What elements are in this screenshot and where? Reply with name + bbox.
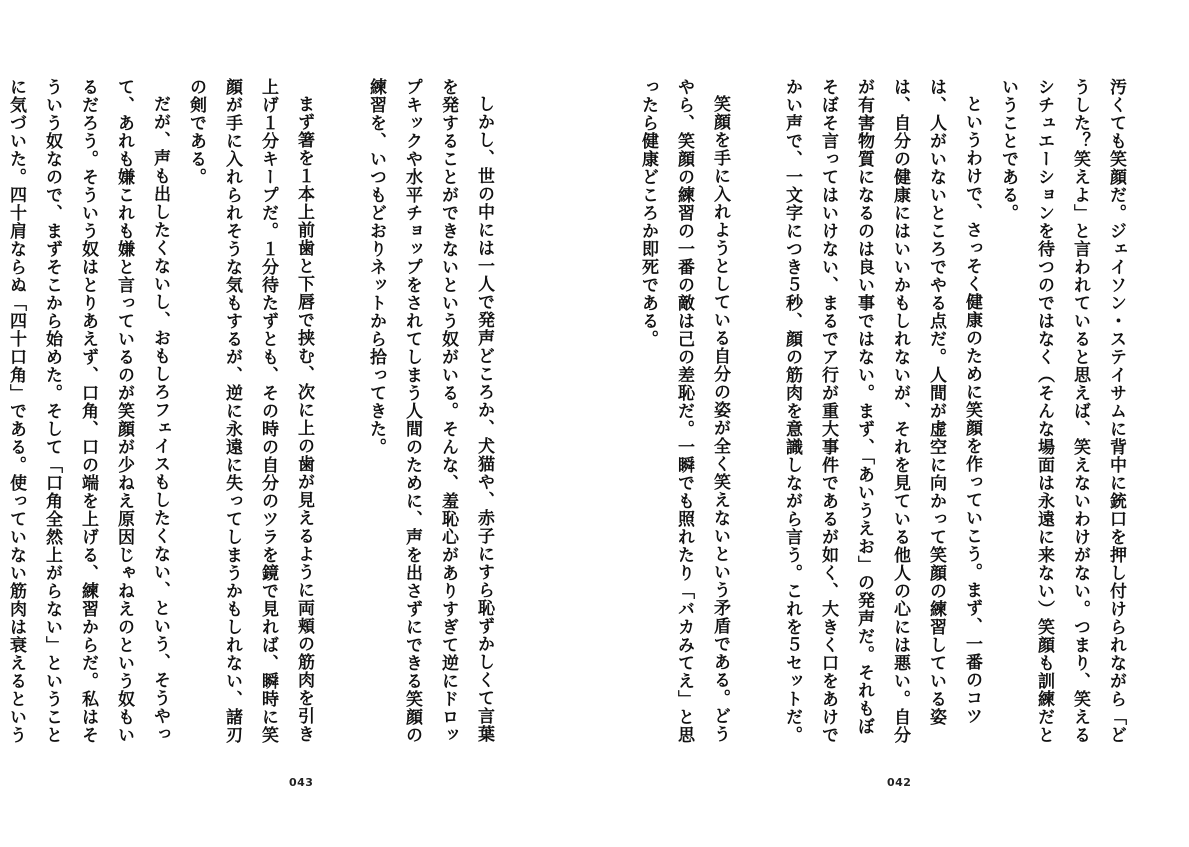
left-page — [0, 0, 594, 847]
paragraph: というわけで、さっそく健康のために笑顔を作っていこう。まず、一番のコツは、人がいないところでやる点だ。人間が虚空に向かって笑顔の練習している姿は、自分の健康にはいいかもしれないが、それを見ている他人の心には悪い。自分が有害物質になるのは良い事ではない。まず、「あいうえお」の発声だ。それもぼそぼそ言ってはいけない、まるでア行が重大事件であるが如く、大きく口をあけでかい声で、一文字につき５秒、顔の筋肉を意識しながら言う。これを５セットだ。 — [782, 78, 982, 744]
right-page-body-text — [638, 78, 1134, 750]
paragraph: しかし、世の中には一人で発声どころか、犬猫や、赤子にすら恥ずかしくて言葉を発することができないという奴がいる。そんな、羞恥心がありすぎて逆にドロップキックや水平チョップをされてしまう人間のために、声を出さずにできる笑顔の練習を、いつもどおりネットから拾ってきた。 — [366, 78, 494, 744]
right-page — [595, 0, 1189, 847]
page-number-right: 042 — [887, 776, 912, 789]
page-number-left: 043 — [289, 776, 314, 789]
paragraph: だが、声も出したくないし、おもしろフェイスもしたくない、という、そうやって、あれも嫌これも嫌と言っているのが笑顔が少ねえ原因じゃねえのという奴もいるだろう。そういう奴はとりあえず、口角、口の端を上げる、練習からだ。私はそういう奴なので、まずそこから始めた。そして「口角全然上がらない」ということに気づいた。四十肩ならぬ「四十口角」である。使っていない筋肉は衰えるという — [6, 78, 170, 744]
paragraph: 汚くても笑顔だ。ジェイソン・ステイサムに背中に銃口を押し付けられながら「どうした？笑えよ」と言われていると思えば、笑えないわけがない。つまり、笑えるシチュエーションを待つのではなく（そんな場面は永遠に来ない）笑顔も訓練だということである。 — [998, 78, 1126, 744]
paragraph: まず箸を１本上前歯と下唇で挟む、次に上の歯が見えるように両頬の筋肉を引き上げ１分キープだ。１分待たずとも、その時の自分のツラを鏡で見れば、瞬時に笑顔が手に入れられそうな気もするが、逆に永遠に失ってしまうかもしれない、諸刃の剣である。 — [186, 78, 314, 744]
paragraph: 笑顔を手に入れようとしている自分の姿が全く笑えないという矛盾である。どうやら、笑顔の練習の一番の敵は己の差恥だ。一瞬でも照れたり「バカみてえ」と思ったら健康どころか即死である。 — [638, 78, 730, 744]
left-page-body-text — [6, 78, 502, 750]
